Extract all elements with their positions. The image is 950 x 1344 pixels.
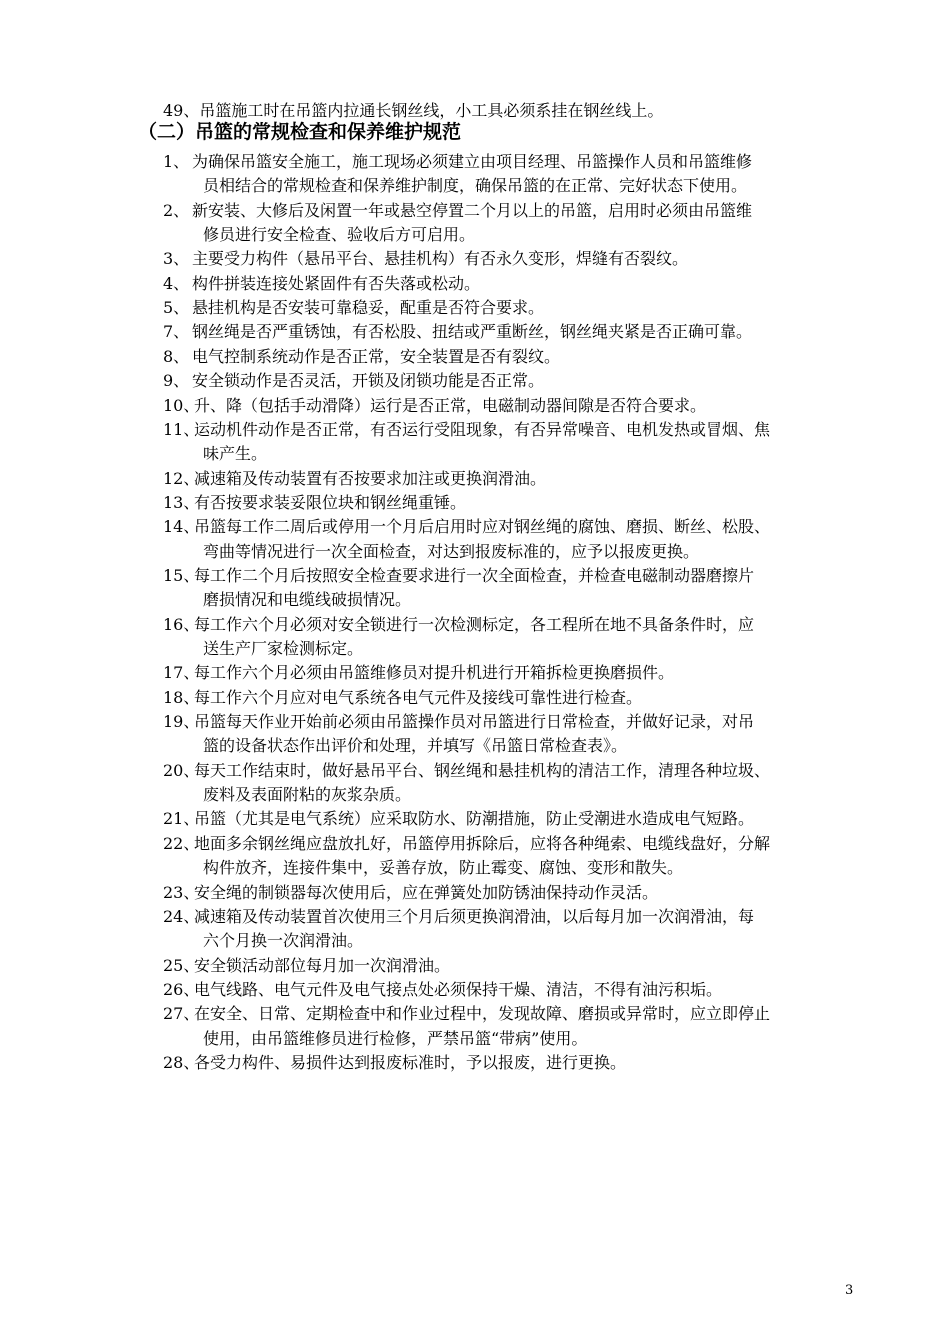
item-text: 新安装、大修后及闲置一年或悬空停置二个月以上的吊篮，启用时必须由吊篮维 xyxy=(192,201,753,220)
item-number: 12、 xyxy=(163,469,200,488)
item-text: 每工作六个月必须由吊篮维修员对提升机进行开箱拆检更换磨损件。 xyxy=(194,663,675,682)
item-number: 5、 xyxy=(163,298,190,317)
item-number: 24、 xyxy=(163,907,200,926)
item-text-continued: 构件放齐，连接件集中，妥善存放，防止霉变、腐蚀、变形和散失。 xyxy=(203,858,684,877)
item-number: 8、 xyxy=(163,347,190,366)
item-number: 23、 xyxy=(163,883,200,902)
item-number: 2、 xyxy=(163,201,190,220)
item-number: 14、 xyxy=(163,517,200,536)
page-number: 3 xyxy=(845,1283,854,1298)
item-text: 减速箱及传动装置有否按要求加注或更换润滑油。 xyxy=(194,469,547,488)
item-text-continued: 废料及表面附粘的灰浆杂质。 xyxy=(203,785,412,804)
item-number: 3、 xyxy=(163,249,190,268)
item-text-continued: 修员进行安全检查、验收后方可启用。 xyxy=(203,225,476,244)
item-number: 22、 xyxy=(163,834,200,853)
item-number: 16、 xyxy=(163,615,200,634)
item-text: 各受力构件、易损件达到报废标准时，予以报废，进行更换。 xyxy=(194,1053,627,1072)
item-text: 地面多余钢丝绳应盘放扎好，吊篮停用拆除后，应将各种绳索、电缆线盘好，分解 xyxy=(194,834,771,853)
item-number: 28、 xyxy=(163,1053,200,1072)
item-text: 构件拼装连接处紧固件有否失落或松动。 xyxy=(192,274,481,293)
item-text: 吊篮每工作二周后或停用一个月后启用时应对钢丝绳的腐蚀、磨损、断丝、松股、 xyxy=(194,517,771,536)
item-number: 1、 xyxy=(163,152,190,171)
item-text: 每天工作结束时，做好悬吊平台、钢丝绳和悬挂机构的清洁工作，清理各种垃圾、 xyxy=(194,761,771,780)
item-number: 9、 xyxy=(163,371,190,390)
item-number: 17、 xyxy=(163,663,200,682)
item-text: 运动机件动作是否正常，有否运行受阻现象，有否异常噪音、电机发热或冒烟、焦 xyxy=(194,420,771,439)
item-number: 13、 xyxy=(163,493,200,512)
item-text: 每工作六个月必须对安全锁进行一次检测标定，各工程所在地不具备条件时，应 xyxy=(194,615,755,634)
item-text: 在安全、日常、定期检查中和作业过程中，发现故障、磨损或异常时，应立即停止 xyxy=(194,1004,771,1023)
section-heading: （二）吊篮的常规检查和保养维护规范 xyxy=(138,121,462,143)
item-text-continued: 篮的设备状态作出评价和处理，并填写《吊篮日常检查表》。 xyxy=(203,736,628,755)
item-number: 20、 xyxy=(163,761,200,780)
item-number: 4、 xyxy=(163,274,190,293)
item-text: 主要受力构件（悬吊平台、悬挂机构）有否永久变形，焊缝有否裂纹。 xyxy=(192,249,689,268)
item-text: 吊篮每天作业开始前必须由吊篮操作员对吊篮进行日常检查，并做好记录，对吊 xyxy=(194,712,755,731)
item-text-continued: 味产生。 xyxy=(203,444,268,463)
item-text-continued: 使用，由吊篮维修员进行检修，严禁吊篮“带病”使用。 xyxy=(203,1029,588,1048)
item-number: 25、 xyxy=(163,956,200,975)
item-number: 11、 xyxy=(163,420,200,439)
item-text: 安全绳的制锁器每次使用后，应在弹簧处加防锈油保持动作灵活。 xyxy=(194,883,659,902)
item-text-continued: 磨损情况和电缆线破损情况。 xyxy=(203,590,412,609)
item-text: 每工作六个月应对电气系统各电气元件及接线可靠性进行检查。 xyxy=(194,688,643,707)
item-text: 升、降（包括手动滑降）运行是否正常，电磁制动器间隙是否符合要求。 xyxy=(194,396,707,415)
item-text-continued: 员相结合的常规检查和保养维护制度，确保吊篮的在正常、完好状态下使用。 xyxy=(203,176,748,195)
item-number: 19、 xyxy=(163,712,200,731)
item-text: 安全锁动作是否灵活，开锁及闭锁功能是否正常。 xyxy=(192,371,545,390)
item-text: 安全锁活动部位每月加一次润滑油。 xyxy=(194,956,451,975)
item-text: 每工作二个月后按照安全检查要求进行一次全面检查，并检查电磁制动器磨擦片 xyxy=(194,566,755,585)
lead-item: 49、吊篮施工时在吊篮内拉通长钢丝线，小工具必须系挂在钢丝线上。 xyxy=(163,101,664,120)
item-text: 电气线路、电气元件及电气接点处必须保持干燥、清洁，不得有油污积垢。 xyxy=(194,980,723,999)
item-text: 悬挂机构是否安装可靠稳妥，配重是否符合要求。 xyxy=(192,298,545,317)
item-number: 10、 xyxy=(163,396,200,415)
item-text: 电气控制系统动作是否正常，安全装置是否有裂纹。 xyxy=(192,347,561,366)
item-number: 27、 xyxy=(163,1004,200,1023)
item-number: 7、 xyxy=(163,322,190,341)
item-text: 减速箱及传动装置首次使用三个月后须更换润滑油，以后每月加一次润滑油，每 xyxy=(194,907,755,926)
item-text-continued: 弯曲等情况进行一次全面检查，对达到报废标准的，应予以报废更换。 xyxy=(203,542,700,561)
item-text: 吊篮（尤其是电气系统）应采取防水、防潮措施，防止受潮进水造成电气短路。 xyxy=(194,809,755,828)
item-number: 21、 xyxy=(163,809,200,828)
item-text: 钢丝绳是否严重锈蚀，有否松股、扭结或严重断丝，钢丝绳夹紧是否正确可靠。 xyxy=(192,322,753,341)
item-text: 为确保吊篮安全施工，施工现场必须建立由项目经理、吊篮操作人员和吊篮维修 xyxy=(192,152,753,171)
item-text-continued: 送生产厂家检测标定。 xyxy=(203,639,364,658)
item-text-continued: 六个月换一次润滑油。 xyxy=(203,931,364,950)
item-number: 18、 xyxy=(163,688,200,707)
item-text: 有否按要求装妥限位块和钢丝绳重锤。 xyxy=(194,493,467,512)
item-number: 15、 xyxy=(163,566,200,585)
item-number: 26、 xyxy=(163,980,200,999)
